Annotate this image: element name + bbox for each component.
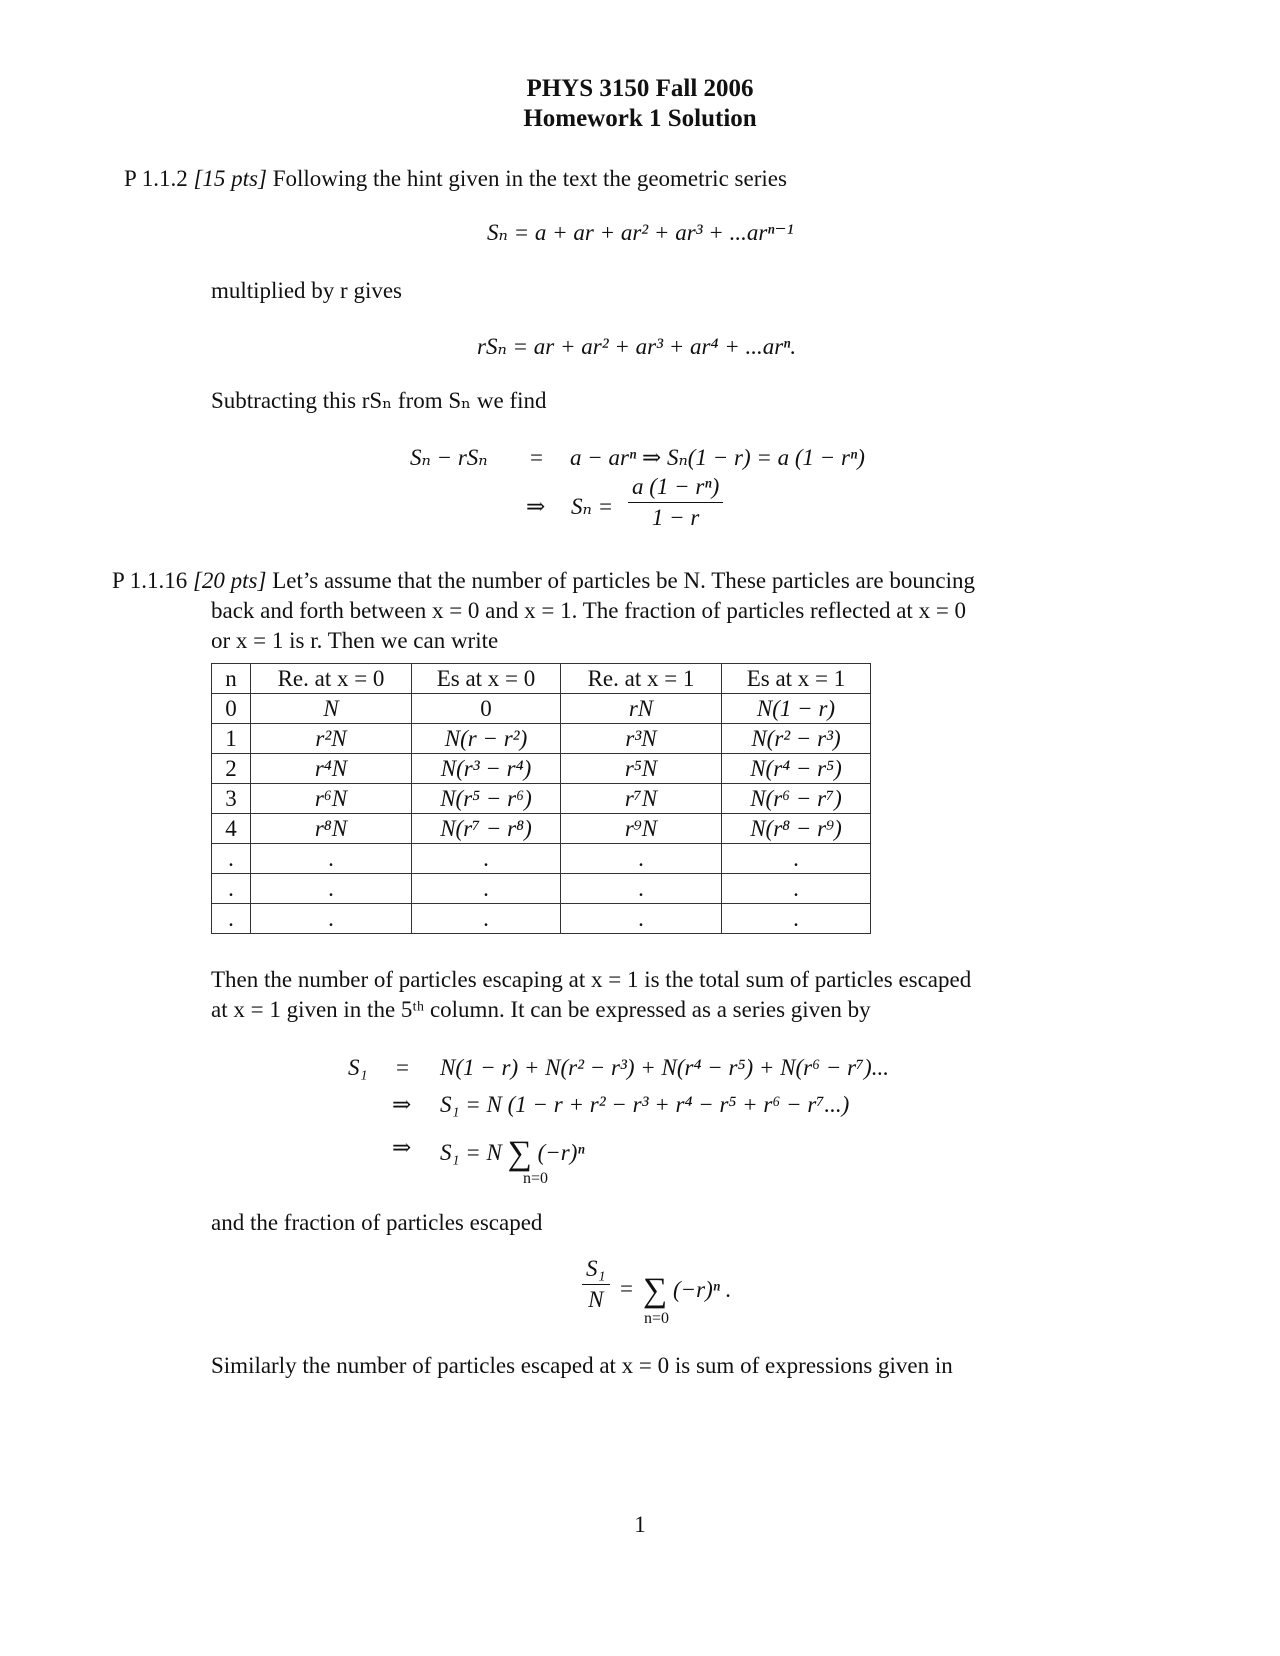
table-cell: r⁷N <box>561 784 722 814</box>
table-cell: N(r³ − r⁴) <box>412 754 561 784</box>
table-header-cell: Es at x = 1 <box>722 664 871 694</box>
equation-diff-lhs: Sₙ − rSₙ <box>410 445 488 470</box>
table-row <box>212 724 871 754</box>
implies-arrow: ⇒ <box>526 494 546 519</box>
table-cell: . <box>412 844 561 874</box>
table-cell: N(1 − r) <box>722 694 871 724</box>
table-header-cell: Re. at x = 1 <box>561 664 722 694</box>
table-cell: N(r⁴ − r⁵) <box>722 754 871 784</box>
table-row <box>212 844 871 874</box>
equation-equals: = <box>530 445 543 470</box>
sum-lower-limit: n=0 <box>523 1170 549 1187</box>
s1-sum <box>440 1135 585 1173</box>
text-then-1: Then the number of particles escaping at x = 1 is the total sum of particles escaped <box>211 967 972 992</box>
header-title: Homework 1 Solution <box>523 105 757 132</box>
equation-diff-rhs: a − arⁿ ⇒ Sₙ(1 − r) = a (1 − rⁿ) <box>570 445 865 470</box>
table-cell: . <box>722 874 871 904</box>
table-cell: 3 <box>212 784 251 814</box>
table-cell: . <box>722 844 871 874</box>
s1-sum-lhs: S₁ = N <box>440 1140 502 1165</box>
problem-intro: Following the hint given in the text the geometric series <box>272 166 787 191</box>
text-fraction-escaped: and the fraction of particles escaped <box>211 1210 543 1235</box>
text-multiplied: multiplied by r gives <box>211 278 403 303</box>
table-cell: . <box>212 904 251 934</box>
table-cell: . <box>251 874 412 904</box>
fraction-denominator: 1 − r <box>651 505 700 530</box>
fraction-s1-n <box>582 1256 610 1313</box>
table-header-cell: Es at x = 0 <box>412 664 561 694</box>
equation-sn-result: Sₙ = <box>571 494 614 519</box>
problem-line-2: back and forth between x = 0 and x = 1. The fraction of particles reflected at x = 0 <box>211 598 967 623</box>
table-row <box>212 784 871 814</box>
table-cell: r⁶N <box>251 784 412 814</box>
fraction-equals: = <box>620 1276 633 1301</box>
fraction-numerator: S₁ <box>582 1256 610 1285</box>
s1-factored: S₁ = N (1 − r + r² − r³ + r⁴ − r⁵ + r⁶ − r⁷...) <box>440 1092 850 1117</box>
table-row <box>212 754 871 784</box>
text-subtracting: Subtracting this rSₙ from Sₙ we find <box>211 388 547 413</box>
implies-arrow: ⇒ <box>392 1135 412 1160</box>
table-cell: 0 <box>412 694 561 724</box>
table-cell: r⁹N <box>561 814 722 844</box>
fraction-denominator: N <box>588 1287 604 1312</box>
table-cell: 0 <box>212 694 251 724</box>
problem-points: [20 pts] <box>192 568 267 593</box>
text-then-2: at x = 1 given in the 5ᵗʰ column. It can be expressed as a series given by <box>211 997 871 1022</box>
table-cell: r⁵N <box>561 754 722 784</box>
table-cell: N(r² − r³) <box>722 724 871 754</box>
table-cell: . <box>561 874 722 904</box>
table-cell: . <box>561 844 722 874</box>
page-number: 1 <box>634 1512 646 1537</box>
sum-lower-limit: n=0 <box>644 1310 670 1327</box>
table-cell: r³N <box>561 724 722 754</box>
table-cell: 2 <box>212 754 251 784</box>
table-cell: . <box>561 904 722 934</box>
table-cell: r⁸N <box>251 814 412 844</box>
problem-1-1-2 <box>124 166 787 192</box>
problem-1-1-16 <box>112 568 975 594</box>
problem-line-3: or x = 1 is r. Then we can write <box>211 628 499 653</box>
table-cell: rN <box>561 694 722 724</box>
table-cell: . <box>412 904 561 934</box>
s1-equals: = <box>396 1055 409 1080</box>
table-header-cell: Re. at x = 0 <box>251 664 412 694</box>
table-cell: N <box>251 694 412 724</box>
problem-line-1: Let’s assume that the number of particles be N. These particles are bouncing <box>272 568 975 593</box>
s1-expansion: N(1 − r) + N(r² − r³) + N(r⁴ − r⁵) + N(r⁶ − r⁷)... <box>440 1055 889 1080</box>
sum-term: (−r)ⁿ <box>537 1140 585 1165</box>
table-cell: . <box>212 844 251 874</box>
table-cell: N(r⁶ − r⁷) <box>722 784 871 814</box>
table-row <box>212 904 871 934</box>
fraction-sn <box>628 474 723 531</box>
implies-arrow: ⇒ <box>392 1092 412 1117</box>
equation-sn: Sₙ = a + ar + ar² + ar³ + ...arⁿ⁻¹ <box>487 220 794 245</box>
sum-symbol: ∑ <box>507 1135 532 1172</box>
table-cell: N(r⁵ − r⁶) <box>412 784 561 814</box>
table-cell: 4 <box>212 814 251 844</box>
table-cell: r²N <box>251 724 412 754</box>
table-cell: . <box>722 904 871 934</box>
table-header-row <box>212 664 871 694</box>
equation-rsn: rSₙ = ar + ar² + ar³ + ar⁴ + ...arⁿ. <box>477 334 797 359</box>
particle-table <box>211 663 871 934</box>
s1-lhs: S₁ <box>348 1055 368 1080</box>
table-header-cell: n <box>212 664 251 694</box>
table-cell: . <box>251 904 412 934</box>
fraction-sum <box>643 1272 732 1310</box>
table-cell: r⁴N <box>251 754 412 784</box>
table-cell: N(r⁸ − r⁹) <box>722 814 871 844</box>
table-cell: . <box>212 874 251 904</box>
table-cell: . <box>251 844 412 874</box>
table-cell: 1 <box>212 724 251 754</box>
problem-label: P 1.1.16 <box>112 568 188 593</box>
sum-symbol: ∑ <box>643 1272 668 1309</box>
sum-term: (−r)ⁿ . <box>673 1277 732 1302</box>
problem-label: P 1.1.2 <box>124 166 188 191</box>
header-course: PHYS 3150 Fall 2006 <box>526 75 754 102</box>
table-cell: N(r⁷ − r⁸) <box>412 814 561 844</box>
fraction-numerator: a (1 − rⁿ) <box>628 474 723 503</box>
problem-points: [15 pts] <box>193 166 267 191</box>
table-cell: . <box>412 874 561 904</box>
table-row <box>212 874 871 904</box>
table-row <box>212 694 871 724</box>
table-row <box>212 814 871 844</box>
text-similarly: Similarly the number of particles escaped at x = 0 is sum of expressions given in <box>211 1353 953 1378</box>
table-cell: N(r − r²) <box>412 724 561 754</box>
